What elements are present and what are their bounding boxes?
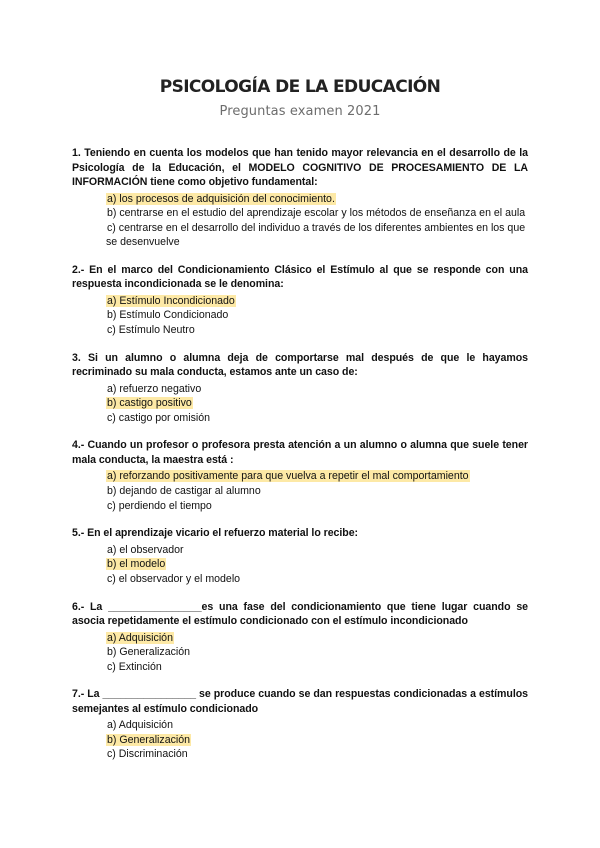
answer-option bbox=[106, 411, 528, 426]
answer-option-label: b) Generalización bbox=[107, 646, 191, 659]
answer-option-label: c) castigo por omisión bbox=[107, 411, 211, 424]
question-4 bbox=[72, 438, 528, 513]
answer-options bbox=[106, 631, 528, 675]
answer-option-correct bbox=[106, 469, 528, 484]
answer-option-label: c) Estímulo Neutro bbox=[107, 324, 195, 337]
answer-option-label: c) perdiendo el tiempo bbox=[107, 499, 212, 512]
answer-option bbox=[106, 484, 528, 499]
answer-option bbox=[106, 747, 528, 762]
question-2 bbox=[72, 263, 528, 338]
answer-option-label: c) el observador y el modelo bbox=[107, 572, 241, 585]
answer-options bbox=[106, 469, 528, 513]
answer-option-label: b) castigo positivo bbox=[107, 397, 192, 410]
question-6 bbox=[72, 600, 528, 675]
answer-option-correct bbox=[106, 557, 528, 572]
question-text: 4.- Cuando un profesor o profesora presta atención a un alumno o alumna que suele tener mala conducta, la maestra está : bbox=[72, 439, 528, 466]
answer-option-label: a) Estímulo Incondicionado bbox=[107, 294, 235, 307]
answer-option-label: c) centrarse en el desarrollo del individuo a través de los diferentes ambientes en los que se desenvuelve bbox=[106, 221, 526, 249]
question-7 bbox=[72, 687, 528, 762]
question-text: 5.- En el aprendizaje vicario el refuerzo material lo recibe: bbox=[72, 527, 359, 540]
answer-option bbox=[106, 645, 528, 660]
answer-options bbox=[106, 192, 528, 250]
answer-option-label: a) los procesos de adquisición del conocimiento. bbox=[107, 192, 335, 205]
question-text: 6.- La ________________es una fase del condicionamiento que tiene lugar cuando se asocia repetidamente el estímulo condicionado con el estímulo incondicionado bbox=[72, 600, 528, 627]
question-3 bbox=[72, 351, 528, 426]
answer-option bbox=[106, 206, 528, 221]
answer-option bbox=[106, 718, 528, 733]
answer-option-correct bbox=[106, 192, 528, 207]
question-text: 7.- La ________________ se produce cuando se dan respuestas condicionadas a estímulos semejantes al estímulo condicionado bbox=[72, 688, 528, 715]
answer-option bbox=[106, 660, 528, 675]
answer-option bbox=[106, 572, 528, 587]
answer-option bbox=[106, 308, 528, 323]
question-1 bbox=[72, 146, 528, 250]
answer-options bbox=[106, 718, 528, 762]
answer-option bbox=[106, 499, 528, 514]
answer-option-label: a) el observador bbox=[107, 543, 184, 556]
answer-option-label: a) refuerzo negativo bbox=[107, 382, 202, 395]
answer-options bbox=[106, 543, 528, 587]
answer-option-label: a) Adquisición bbox=[107, 631, 173, 644]
answer-option-label: c) Extinción bbox=[107, 660, 162, 673]
question-5 bbox=[72, 526, 528, 586]
answer-option-label: b) Estímulo Condicionado bbox=[107, 309, 229, 322]
answer-option bbox=[106, 323, 528, 338]
answer-option-label: b) dejando de castigar al alumno bbox=[107, 485, 261, 498]
answer-option-label: b) el modelo bbox=[107, 558, 166, 571]
answer-option-label: a) reforzando positivamente para que vuelva a repetir el mal comportamiento bbox=[107, 470, 469, 483]
answer-option-label: a) Adquisición bbox=[107, 719, 173, 732]
answer-option bbox=[106, 382, 528, 397]
document-subtitle: Preguntas examen 2021 bbox=[219, 104, 381, 119]
answer-option-correct bbox=[106, 733, 528, 748]
document-header bbox=[0, 76, 600, 120]
answer-option-correct bbox=[106, 631, 528, 646]
question-text: 3. Si un alumno o alumna deja de comportarse mal después de que le hayamos recriminado su mala conducta, estamos ante un caso de: bbox=[72, 351, 528, 379]
document-title: PSICOLOGÍA DE LA EDUCACIÓN bbox=[159, 77, 441, 97]
question-list bbox=[72, 146, 528, 775]
answer-option bbox=[106, 221, 528, 250]
question-text: 2.- En el marco del Condicionamiento Clásico el Estímulo al que se responde con una respuesta incondicionada se le denomina: bbox=[72, 263, 528, 291]
answer-options bbox=[106, 294, 528, 338]
question-text: 1. Teniendo en cuenta los modelos que han tenido mayor relevancia en el desarrollo de la Psicología de la Educación, el MODELO COGNITIVO DE PROCESAMIENTO DE LA INFORMACIÓN tiene como objetivo fundamental: bbox=[72, 147, 528, 188]
answer-option-label: b) centrarse en el estudio del aprendizaje escolar y los métodos de enseñanza en el aula bbox=[107, 207, 526, 220]
answer-option-label: b) Generalización bbox=[107, 733, 191, 746]
answer-option-label: c) Discriminación bbox=[107, 748, 188, 761]
answer-option-correct bbox=[106, 396, 528, 411]
answer-option bbox=[106, 543, 528, 558]
answer-options bbox=[106, 382, 528, 426]
answer-option-correct bbox=[106, 294, 528, 309]
